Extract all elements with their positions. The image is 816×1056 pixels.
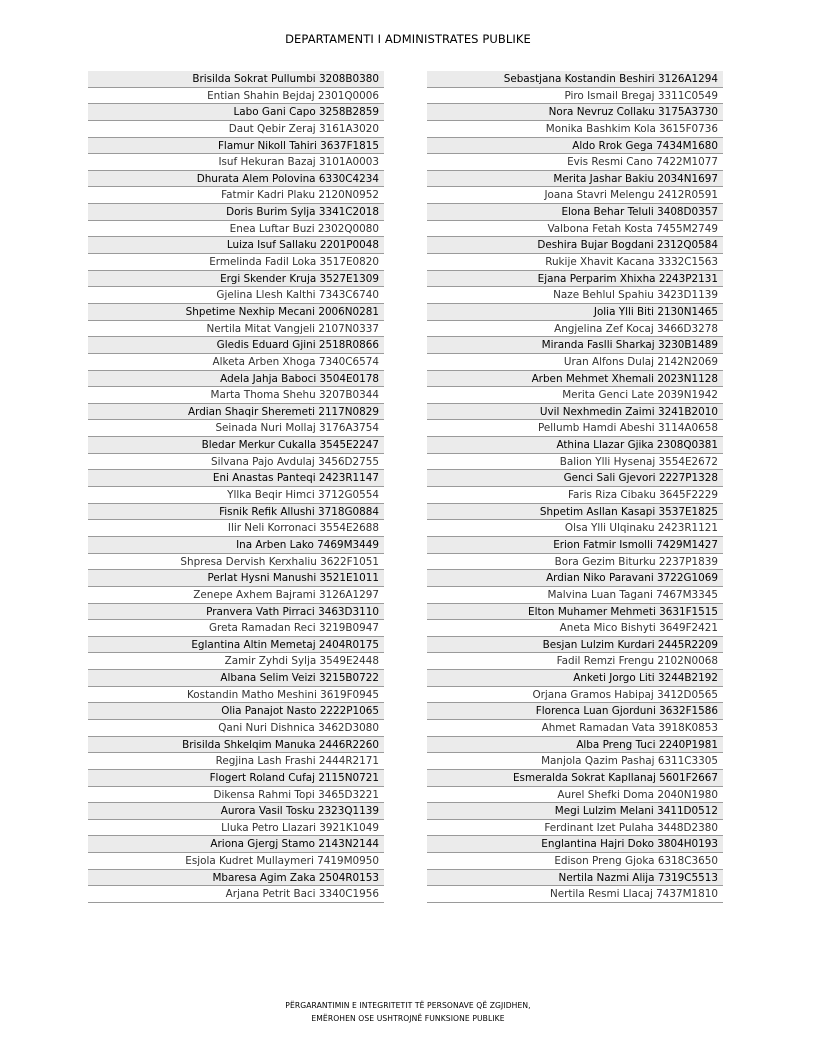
list-item: Piro Ismail Bregaj 3311C0549 (427, 88, 723, 105)
list-item: Shpetime Nexhip Mecani 2006N0281 (88, 304, 384, 321)
list-item: Doris Burim Sylja 3341C2018 (88, 204, 384, 221)
list-item: Arben Mehmet Xhemali 2023N1128 (427, 371, 723, 388)
list-item: Ilir Neli Korronaci 3554E2688 (88, 520, 384, 537)
list-item: Shpresa Dervish Kerxhaliu 3622F1051 (88, 554, 384, 571)
list-item: Olsa Ylli Ulqinaku 2423R1121 (427, 520, 723, 537)
list-item: Faris Riza Cibaku 3645F2229 (427, 487, 723, 504)
list-item: Perlat Hysni Manushi 3521E1011 (88, 570, 384, 587)
list-item: Mbaresa Agim Zaka 2504R0153 (88, 870, 384, 887)
list-item: Daut Qebir Zeraj 3161A3020 (88, 121, 384, 138)
list-item: Aurel Shefki Doma 2040N1980 (427, 787, 723, 804)
list-item: Manjola Qazim Pashaj 6311C3305 (427, 753, 723, 770)
list-item: Fatmir Kadri Plaku 2120N0952 (88, 187, 384, 204)
page-footer (0, 999, 816, 1025)
list-item: Elona Behar Teluli 3408D0357 (427, 204, 723, 221)
list-item: Pellumb Hamdi Abeshi 3114A0658 (427, 420, 723, 437)
list-item: Uvil Nexhmedin Zaimi 3241B2010 (427, 404, 723, 421)
list-item: Ariona Gjergj Stamo 2143N2144 (88, 836, 384, 853)
list-item: Bledar Merkur Cukalla 3545E2247 (88, 437, 384, 454)
list-item: Esjola Kudret Mullaymeri 7419M0950 (88, 853, 384, 870)
list-item: Shpetim Asllan Kasapi 3537E1825 (427, 504, 723, 521)
list-item: Gledis Eduard Gjini 2518R0866 (88, 337, 384, 354)
list-item: Uran Alfons Dulaj 2142N2069 (427, 354, 723, 371)
list-item: Entian Shahin Bejdaj 2301Q0006 (88, 88, 384, 105)
list-item: Greta Ramadan Reci 3219B0947 (88, 620, 384, 637)
list-item: Ardian Shaqir Sheremeti 2117N0829 (88, 404, 384, 421)
list-item: Miranda Faslli Sharkaj 3230B1489 (427, 337, 723, 354)
list-item: Yllka Beqir Himci 3712G0554 (88, 487, 384, 504)
list-item: Ergi Skender Kruja 3527E1309 (88, 271, 384, 288)
list-item: Merita Jashar Bakiu 2034N1697 (427, 171, 723, 188)
list-item: Esmeralda Sokrat Kapllanaj 5601F2667 (427, 770, 723, 787)
list-item: Rukije Xhavit Kacana 3332C1563 (427, 254, 723, 271)
list-item: Eglantina Altin Memetaj 2404R0175 (88, 637, 384, 654)
list-item: Alba Preng Tuci 2240P1981 (427, 737, 723, 754)
left-name-column (88, 71, 384, 903)
list-item: Labo Gani Capo 3258B2859 (88, 104, 384, 121)
list-item: Flamur Nikoll Tahiri 3637F1815 (88, 138, 384, 155)
list-item: Fadil Remzi Frengu 2102N0068 (427, 653, 723, 670)
list-item: Sebastjana Kostandin Beshiri 3126A1294 (427, 71, 723, 88)
page-title: DEPARTAMENTI I ADMINISTRATES PUBLIKE (285, 32, 531, 46)
list-item: Aurora Vasil Tosku 2323Q1139 (88, 803, 384, 820)
list-item: Nertila Mitat Vangjeli 2107N0337 (88, 321, 384, 338)
list-item: Albana Selim Veizi 3215B0722 (88, 670, 384, 687)
list-item: Regjina Lash Frashi 2444R2171 (88, 753, 384, 770)
list-item: Merita Genci Late 2039N1942 (427, 387, 723, 404)
list-item: Ardian Niko Paravani 3722G1069 (427, 570, 723, 587)
list-item: Evis Resmi Cano 7422M1077 (427, 154, 723, 171)
list-item: Valbona Fetah Kosta 7455M2749 (427, 221, 723, 238)
list-item: Nertila Nazmi Alija 7319C5513 (427, 870, 723, 887)
list-item: Joana Stavri Melengu 2412R0591 (427, 187, 723, 204)
list-item: Dhurata Alem Polovina 6330C4234 (88, 171, 384, 188)
list-item: Luiza Isuf Sallaku 2201P0048 (88, 237, 384, 254)
list-item: Zenepe Axhem Bajrami 3126A1297 (88, 587, 384, 604)
list-item: Fisnik Refik Allushi 3718G0884 (88, 504, 384, 521)
right-name-column (427, 71, 723, 903)
list-item: Elton Muhamer Mehmeti 3631F1515 (427, 604, 723, 621)
list-item: Qani Nuri Dishnica 3462D3080 (88, 720, 384, 737)
list-item: Orjana Gramos Habipaj 3412D0565 (427, 687, 723, 704)
list-item: Aneta Mico Bishyti 3649F2421 (427, 620, 723, 637)
list-item: Nertila Resmi Llacaj 7437M1810 (427, 886, 723, 903)
list-item: Ferdinant Izet Pulaha 3448D2380 (427, 820, 723, 837)
list-item: Deshira Bujar Bogdani 2312Q0584 (427, 237, 723, 254)
list-item: Gjelina Llesh Kalthi 7343C6740 (88, 287, 384, 304)
list-item: Ina Arben Lako 7469M3449 (88, 537, 384, 554)
list-item: Erion Fatmir Ismolli 7429M1427 (427, 537, 723, 554)
list-item: Balion Ylli Hysenaj 3554E2672 (427, 454, 723, 471)
list-item: Edison Preng Gjoka 6318C3650 (427, 853, 723, 870)
list-item: Flogert Roland Cufaj 2115N0721 (88, 770, 384, 787)
list-item: Silvana Pajo Avdulaj 3456D2755 (88, 454, 384, 471)
list-item: Brisilda Sokrat Pullumbi 3208B0380 (88, 71, 384, 88)
list-item: Jolia Ylli Biti 2130N1465 (427, 304, 723, 321)
list-item: Megi Lulzim Melani 3411D0512 (427, 803, 723, 820)
list-item: Genci Sali Gjevori 2227P1328 (427, 470, 723, 487)
list-item: Aldo Rrok Gega 7434M1680 (427, 138, 723, 155)
list-item: Enea Luftar Buzi 2302Q0080 (88, 221, 384, 238)
list-item: Marta Thoma Shehu 3207B0344 (88, 387, 384, 404)
list-item: Adela Jahja Baboci 3504E0178 (88, 371, 384, 388)
list-item: Naze Behlul Spahiu 3423D1139 (427, 287, 723, 304)
list-item: Ejana Perparim Xhixha 2243P2131 (427, 271, 723, 288)
list-item: Isuf Hekuran Bazaj 3101A0003 (88, 154, 384, 171)
list-item: Pranvera Vath Pirraci 3463D3110 (88, 604, 384, 621)
list-item: Kostandin Matho Meshini 3619F0945 (88, 687, 384, 704)
list-item: Ermelinda Fadil Loka 3517E0820 (88, 254, 384, 271)
list-item: Olia Panajot Nasto 2222P1065 (88, 703, 384, 720)
list-item: Alketa Arben Xhoga 7340C6574 (88, 354, 384, 371)
list-item: Bora Gezim Biturku 2237P1839 (427, 554, 723, 571)
list-item: Englantina Hajri Doko 3804H0193 (427, 836, 723, 853)
list-item: Athina Llazar Gjika 2308Q0381 (427, 437, 723, 454)
list-item: Zamir Zyhdi Sylja 3549E2448 (88, 653, 384, 670)
list-item: Arjana Petrit Baci 3340C1956 (88, 886, 384, 903)
list-item: Florenca Luan Gjorduni 3632F1586 (427, 703, 723, 720)
list-item: Dikensa Rahmi Topi 3465D3221 (88, 787, 384, 804)
list-item: Nora Nevruz Collaku 3175A3730 (427, 104, 723, 121)
list-item: Ahmet Ramadan Vata 3918K0853 (427, 720, 723, 737)
list-item: Malvina Luan Tagani 7467M3345 (427, 587, 723, 604)
footer-line-1: PËRGARANTIMIN E INTEGRITETIT TË PERSONAVE QË ZGJIDHEN, (285, 1001, 531, 1010)
list-item: Angjelina Zef Kocaj 3466D3278 (427, 321, 723, 338)
list-item: Besjan Lulzim Kurdari 2445R2209 (427, 637, 723, 654)
list-item: Anketi Jorgo Liti 3244B2192 (427, 670, 723, 687)
list-item: Brisilda Shkelqim Manuka 2446R2260 (88, 737, 384, 754)
list-item: Seinada Nuri Mollaj 3176A3754 (88, 420, 384, 437)
list-item: Eni Anastas Panteqi 2423R1147 (88, 470, 384, 487)
footer-line-2: EMËROHEN OSE USHTROJNË FUNKSIONE PUBLIKE (311, 1014, 505, 1023)
list-item: Monika Bashkim Kola 3615F0736 (427, 121, 723, 138)
list-item: Lluka Petro Llazari 3921K1049 (88, 820, 384, 837)
